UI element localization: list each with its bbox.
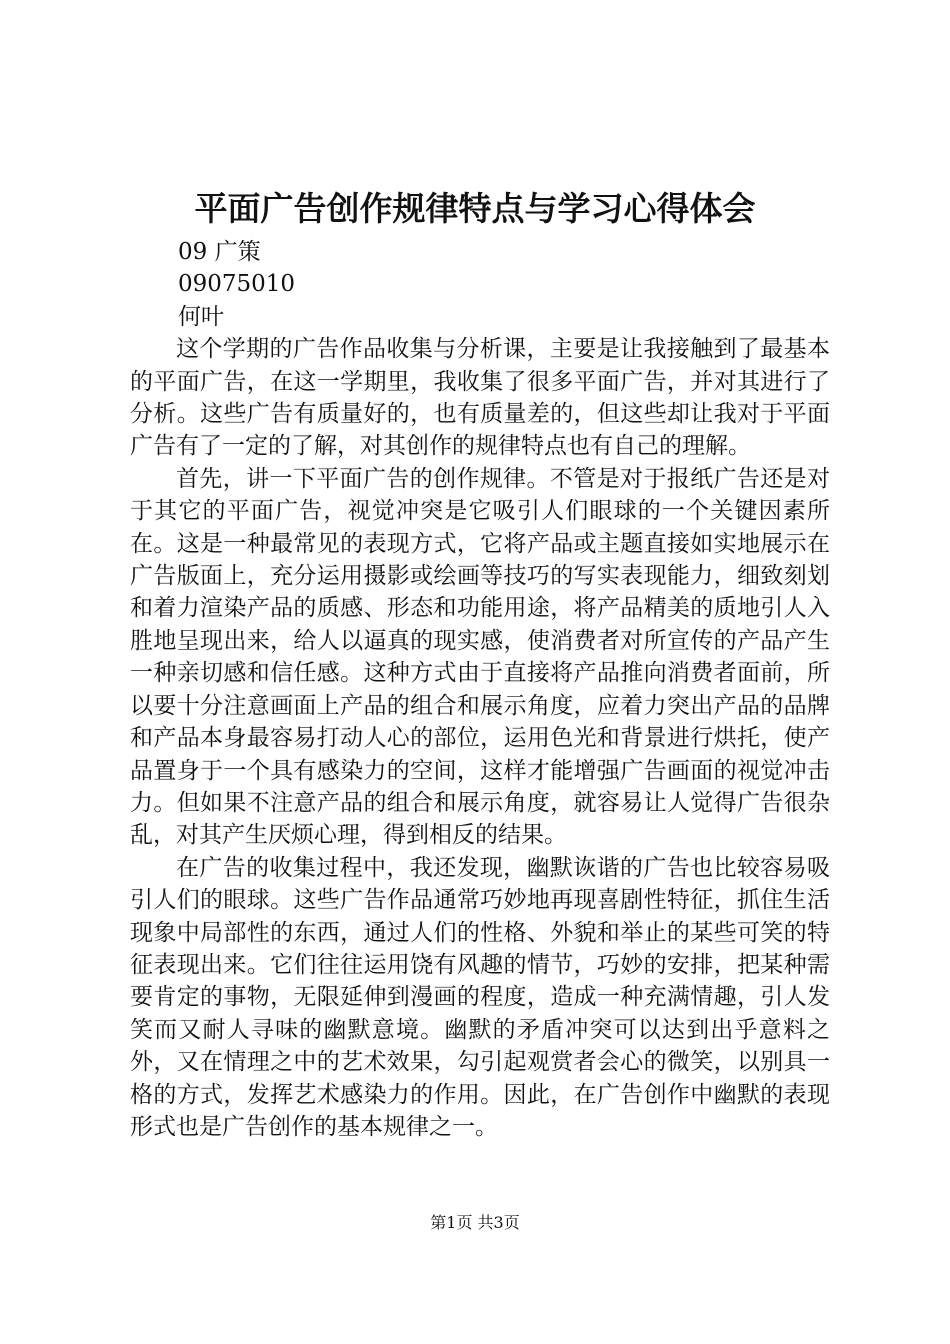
paragraph-3: 在广告的收集过程中，我还发现，幽默诙谐的广告也比较容易吸引人们的眼球。这些广告作品通常巧妙地再现喜剧性特征，抓住生活现象中局部性的东西，通过人们的性格、外貌和举止的某些可笑的特征表现出来。它们往往运用饶有风趣的情节，巧妙的安排，把某种需要肯定的事物，无限延伸到漫画的程度，造成一种充满情趣，引人发笑而又耐人寻味的幽默意境。幽默的矛盾冲突可以达到出乎意料之外，又在情理之中的艺术效果，勾引起观赏者会心的微笑，以别具一格的方式，发挥艺术感染力的作用。因此，在广告创作中幽默的表现形式也是广告创作的基本规律之一。	[130, 854, 830, 1140]
student-id: 09075010	[178, 271, 296, 298]
document-body	[130, 236, 830, 1143]
document-title: 平面广告创作规律特点与学习心得体会	[194, 189, 756, 228]
class-name: 09 广策	[178, 239, 261, 265]
author-name: 何叶	[178, 303, 224, 330]
page-footer: 第1页 共3页	[430, 1213, 520, 1232]
paragraph-1: 这个学期的广告作品收集与分析课，主要是让我接触到了最基本的平面广告，在这一学期里，我收集了很多平面广告，并对其进行了分析。这些广告有质量好的，也有质量差的，但这些却让我对于平面广告有了一定的了解，对其创作的规律特点也有自己的理解。	[130, 336, 830, 460]
paragraph-2: 首先，讲一下平面广告的创作规律。不管是对于报纸广告还是对于其它的平面广告，视觉冲突是它吸引人们眼球的一个关键因素所在。这是一种最常见的表现方式，它将产品或主题直接如实地展示在广告版面上，充分运用摄影或绘画等技巧的写实表现能力，细致刻划和着力渲染产品的质感、形态和功能用途，将产品精美的质地引人入胜地呈现出来，给人以逼真的现实感，使消费者对所宣传的产品产生一种亲切感和信任感。这种方式由于直接将产品推向消费者面前，所以要十分注意画面上产品的组合和展示角度，应着力突出产品的品牌和产品本身最容易打动人心的部位，运用色光和背景进行烘托，使产品置身于一个具有感染力的空间，这样才能增强广告画面的视觉冲击力。但如果不注意产品的组合和展示角度，就容易让人觉得广告很杂乱，对其产生厌烦心理，得到相反的结果。	[130, 465, 830, 849]
